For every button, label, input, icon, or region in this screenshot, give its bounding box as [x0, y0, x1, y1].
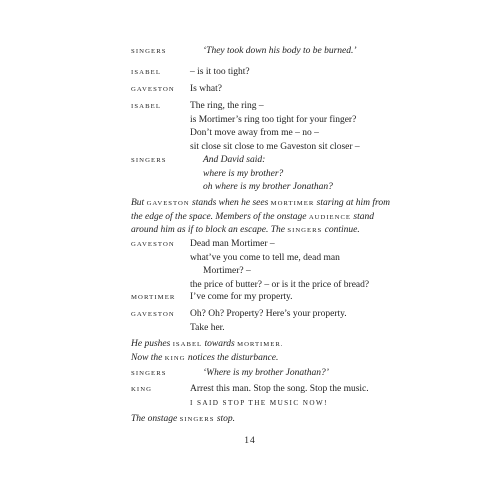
dialogue-line: Mortimer? –: [203, 266, 251, 277]
speaker-name: GAVESTON: [131, 86, 175, 93]
direction-text: towards: [204, 339, 235, 349]
speaker-name: ISABEL: [131, 103, 162, 110]
character-name: MORTIMER: [270, 200, 315, 207]
speaker-name: GAVESTON: [131, 241, 175, 248]
dialogue-line: ‘They took down his body to be burned.’: [203, 46, 357, 56]
direction-text: He pushes: [131, 339, 171, 349]
character-name: SINGERS: [287, 227, 323, 235]
stage-direction: [131, 197, 431, 238]
dialogue-line: – is it too tight?: [190, 67, 250, 77]
stage-direction: [131, 338, 431, 365]
dialogue-line: Is what?: [190, 84, 222, 94]
dialogue-line: oh where is my brother Jonathan?: [203, 182, 333, 193]
dialogue-line: I SAID STOP THE MUSIC NOW!: [190, 398, 328, 407]
direction-text: The onstage: [131, 414, 178, 424]
speaker-name: MORTIMER: [131, 294, 176, 301]
speaker-name: KING: [131, 386, 153, 393]
dialogue-line: what’ve you come to tell me, dead man: [190, 252, 340, 263]
dialogue-line: The ring, the ring –: [190, 101, 264, 111]
direction-text: staring at him from: [316, 198, 390, 208]
speaker-name: SINGERS: [131, 157, 167, 164]
direction-text: But: [131, 198, 145, 208]
stage-direction: [131, 413, 431, 427]
direction-text: Now the: [131, 352, 163, 363]
character-name: KING: [164, 354, 186, 362]
dialogue-line: I’ve come for my property.: [190, 292, 293, 302]
speaker-name: SINGERS: [131, 48, 167, 55]
direction-text: stands when he sees: [192, 198, 269, 208]
dialogue-line: Don’t move away from me – no –: [190, 128, 319, 139]
dialogue-line: Arrest this man. Stop the song. Stop the music.: [190, 384, 369, 394]
dialogue-line: sit close sit close to me Gaveston sit closer –: [190, 141, 360, 152]
direction-text: stand: [353, 211, 374, 222]
speaker-name: ISABEL: [131, 69, 162, 76]
dialogue-line: is Mortimer’s ring too tight for your finger?: [190, 114, 357, 125]
direction-text: continue.: [324, 225, 360, 236]
dialogue-line: Take her.: [190, 322, 225, 333]
direction-text: around him as if to block an escape. The: [131, 225, 286, 236]
dialogue-line: Oh? Oh? Property? Here’s your property.: [190, 309, 347, 319]
character-name: ISABEL: [172, 341, 203, 348]
character-name: SINGERS: [179, 416, 215, 423]
dialogue-line: Dead man Mortimer –: [190, 239, 275, 249]
character-name: GAVESTON: [146, 200, 190, 207]
direction-text: notices the disturbance.: [187, 352, 279, 363]
dialogue-line: And David said:: [203, 155, 266, 165]
character-name: AUDIENCE: [308, 213, 352, 221]
dialogue-line: where is my brother?: [203, 168, 284, 179]
page-number: 14: [244, 436, 256, 446]
direction-text: stop.: [216, 414, 236, 424]
speaker-name: SINGERS: [131, 370, 167, 377]
dialogue-line: the price of butter? – or is it the price of bread?: [190, 279, 370, 290]
speaker-name: GAVESTON: [131, 311, 175, 318]
dialogue-line: ‘Where is my brother Jonathan?’: [203, 368, 329, 378]
character-name: MORTIMER.: [237, 341, 284, 348]
direction-text: the edge of the space. Members of the onstage: [131, 211, 307, 222]
